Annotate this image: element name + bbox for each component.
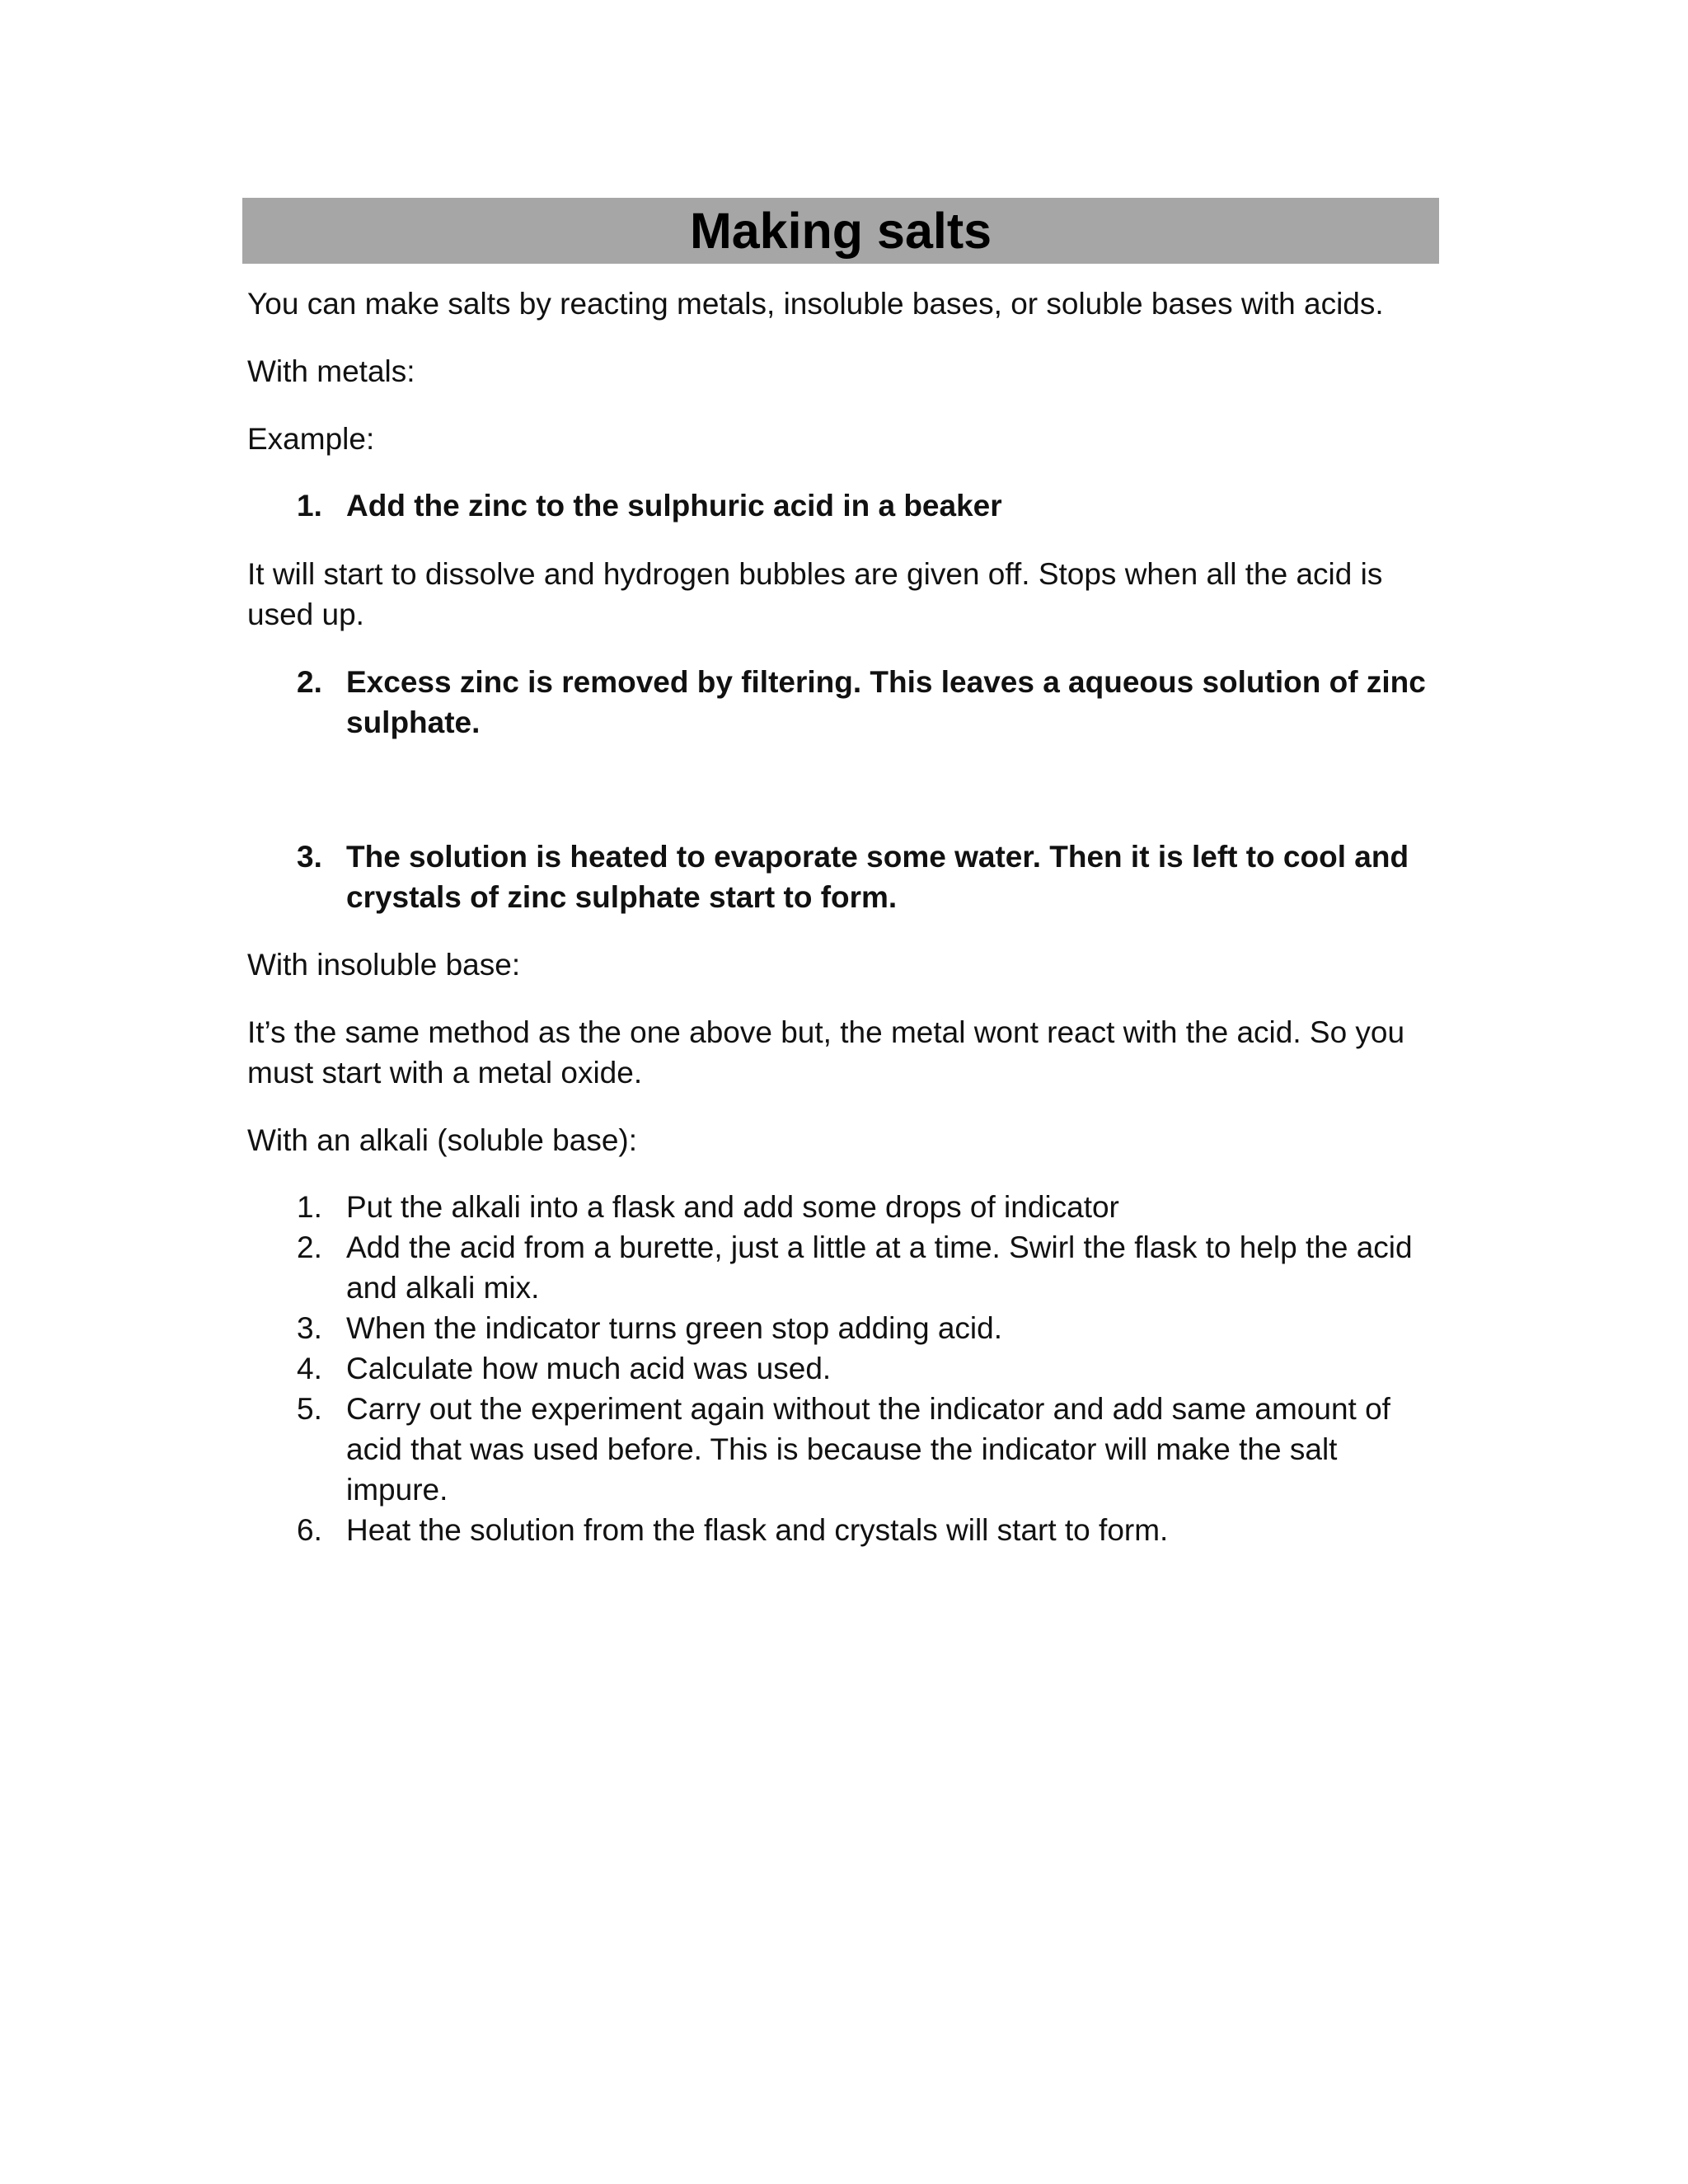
list-item-number: 3.	[297, 1311, 322, 1345]
title-banner	[242, 198, 1439, 264]
metal-step-3-number: 3.	[297, 840, 322, 874]
list-item-text: Carry out the experiment again without the indicator and add same amount of acid that was used before. This is because the indicator will make the salt impure.	[346, 1392, 1390, 1507]
metal-step-2-text: Excess zinc is removed by filtering. This leaves a aqueous solution of zinc sulphate.	[346, 665, 1426, 739]
list-item	[297, 1187, 1442, 1227]
metal-step-3	[297, 837, 1442, 917]
list-item	[297, 1227, 1442, 1308]
list-item-number: 6.	[297, 1513, 322, 1547]
alkali-steps-list	[297, 1187, 1442, 1550]
list-item	[297, 1308, 1442, 1348]
list-item	[297, 1389, 1442, 1510]
with-metals-heading: With metals:	[247, 354, 415, 388]
page-title: Making salts	[689, 203, 992, 259]
list-item-number: 2.	[297, 1230, 322, 1264]
list-item	[297, 1348, 1442, 1389]
metal-step-2-number: 2.	[297, 665, 322, 699]
metal-step-3-text: The solution is heated to evaporate some water. Then it is left to cool and crystals of zinc sulphate start to form.	[346, 840, 1409, 914]
list-item-text: Heat the solution from the flask and crystals will start to form.	[346, 1513, 1169, 1547]
metal-step-1	[297, 485, 1442, 526]
with-alkali-heading: With an alkali (soluble base):	[247, 1123, 637, 1157]
list-item-number: 1.	[297, 1190, 322, 1224]
list-item-number: 4.	[297, 1352, 322, 1385]
insoluble-base-paragraph: It’s the same method as the one above but, the metal wont react with the acid. So you must start with a metal oxide.	[247, 1015, 1405, 1090]
list-item	[297, 1510, 1442, 1550]
metal-step-1-number: 1.	[297, 489, 322, 523]
metal-step-1-text: Add the zinc to the sulphuric acid in a beaker	[346, 489, 1002, 523]
intro-paragraph: You can make salts by reacting metals, insoluble bases, or soluble bases with acids.	[247, 287, 1384, 321]
list-item-text: When the indicator turns green stop adding acid.	[346, 1311, 1002, 1345]
list-item-text: Add the acid from a burette, just a little at a time. Swirl the flask to help the acid and alkali mix.	[346, 1230, 1413, 1305]
metal-step-1-note: It will start to dissolve and hydrogen bubbles are given off. Stops when all the acid is used up.	[247, 557, 1383, 631]
list-item-text: Calculate how much acid was used.	[346, 1352, 832, 1385]
list-item-text: Put the alkali into a flask and add some drops of indicator	[346, 1190, 1119, 1224]
list-item-number: 5.	[297, 1392, 322, 1426]
metal-step-2	[297, 662, 1442, 743]
example-label: Example:	[247, 422, 375, 456]
with-insoluble-base-heading: With insoluble base:	[247, 948, 521, 982]
